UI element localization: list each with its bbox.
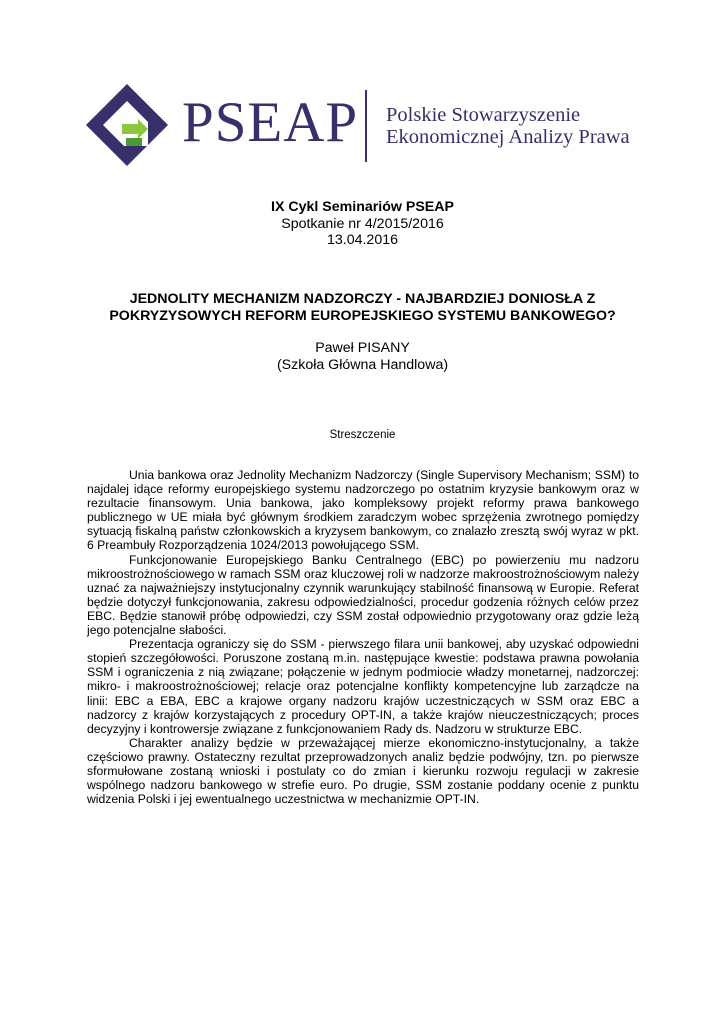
seminar-series-title: IX Cykl Seminariów PSEAP — [271, 199, 454, 215]
abstract-paragraph: Prezentacja ograniczy się do SSM - pierwszego filara unii bankowej, aby uzyskać odpowiedni stopień szczegółowości. Poruszone zostaną m.in. następujące kwestie: podstawa prawna powołania SSM i ograniczenia z nią związane; połączenie w jednym podmiocie władzy monetarnej, nadzorczej: mikro- i makroostrożnościowej; relacje oraz potencjalne konflikty kompetencyjne lub zarządcze na linii: EBC a EBA, EBC a krajowe organy nadzoru krajów uczestniczących w SSM oraz EBC a nadzorcy z krajów korzystających z procedury OPT-IN, a także krajów nieuczestniczących; proces decyzyjny i kontrowersje związane z funkcjonowaniem Rady ds. Nadzoru w strukturze EBC. — [87, 637, 639, 736]
author-name: Paweł PISANY — [315, 340, 410, 356]
abstract-body — [87, 468, 639, 806]
author-affiliation: (Szkoła Główna Handlowa) — [276, 357, 449, 373]
logo-fullname-line1: Polskie Stowarzyszenie — [386, 104, 581, 126]
paper-title-line1: JEDNOLITY MECHANIZM NADZORCZY - NAJBARDZIEJ DONIOSŁA Z — [129, 291, 596, 307]
pseap-logo-icon — [86, 84, 168, 166]
abstract-heading: Streszczenie — [329, 429, 396, 441]
logo-acronym: PSEAP — [182, 91, 359, 154]
abstract-paragraph: Funkcjonowanie Europejskiego Banku Centralnego (EBC) po powierzeniu mu nadzoru mikroostrożnościowego w ramach SSM oraz kluczowej roli w nadzorze makroostrożnościowym należy uznać za najważniejszy instytucjonalny czynnik warunkujący stabilność finansową w Europie. Referat będzie dotyczył funkcjonowania, zakresu odpowiedzialności, procedur godzenia różnych celów przez EBC. Będzie stanowił próbę odpowiedzi, czy SSM został odpowiednio przygotowany oraz gdzie leżą jego potencjalne słabości. — [87, 552, 639, 638]
meeting-date: 13.04.2016 — [326, 232, 398, 248]
author-block — [60, 340, 665, 374]
logo-fullname — [386, 104, 630, 148]
abstract-paragraph: Unia bankowa oraz Jednolity Mechanizm Nadzorczy (Single Supervisory Mechanism; SSM) to najdalej idące reformy europejskiego systemu nadzorczego po ostatnim kryzysie bankowym oraz w rezultacie finansowym. Unia bankowa, jako kompleksowy projekt reformy prawa bankowego publicznego w UE miała być głównym środkiem zaradczym wobec sprzężenia zwrotnego pomiędzy sytuacją fiskalną państw członkowskich a kryzysem bankowym, co znalazło zresztą swój wyraz w pkt. 6 Preambuły Rozporządzenia 1024/2013 powołującego SSM. — [87, 468, 639, 553]
abstract-paragraph: Charakter analizy będzie w przeważającej mierze ekonomiczno-instytucjonalny, a także częściowo prawny. Ostateczny rezultat przeprowadzonych analiz będzie podwójny, tzn. po pierwsze sformułowane zostaną wnioski i postulaty co do zmian i kierunku rozwoju regulacji w zakresie wspólnego nadzoru bankowego w strefie euro. Po drugie, SSM zostanie poddany ocenie z punktu widzenia Polski i jej ewentualnego uczestnictwa w mechanizmie OPT-IN. — [87, 735, 639, 807]
logo-fullname-line2: Ekonomicznej Analizy Prawa — [386, 126, 630, 148]
seminar-info — [60, 199, 665, 249]
meeting-number: Spotkanie nr 4/2015/2016 — [281, 215, 444, 232]
logo-divider — [365, 90, 367, 162]
pseap-logo-header — [86, 84, 666, 170]
paper-title-line2: POKRYZYSOWYCH REFORM EUROPEJSKIEGO SYSTEMU BANKOWEGO? — [109, 308, 616, 324]
paper-title — [60, 291, 665, 325]
